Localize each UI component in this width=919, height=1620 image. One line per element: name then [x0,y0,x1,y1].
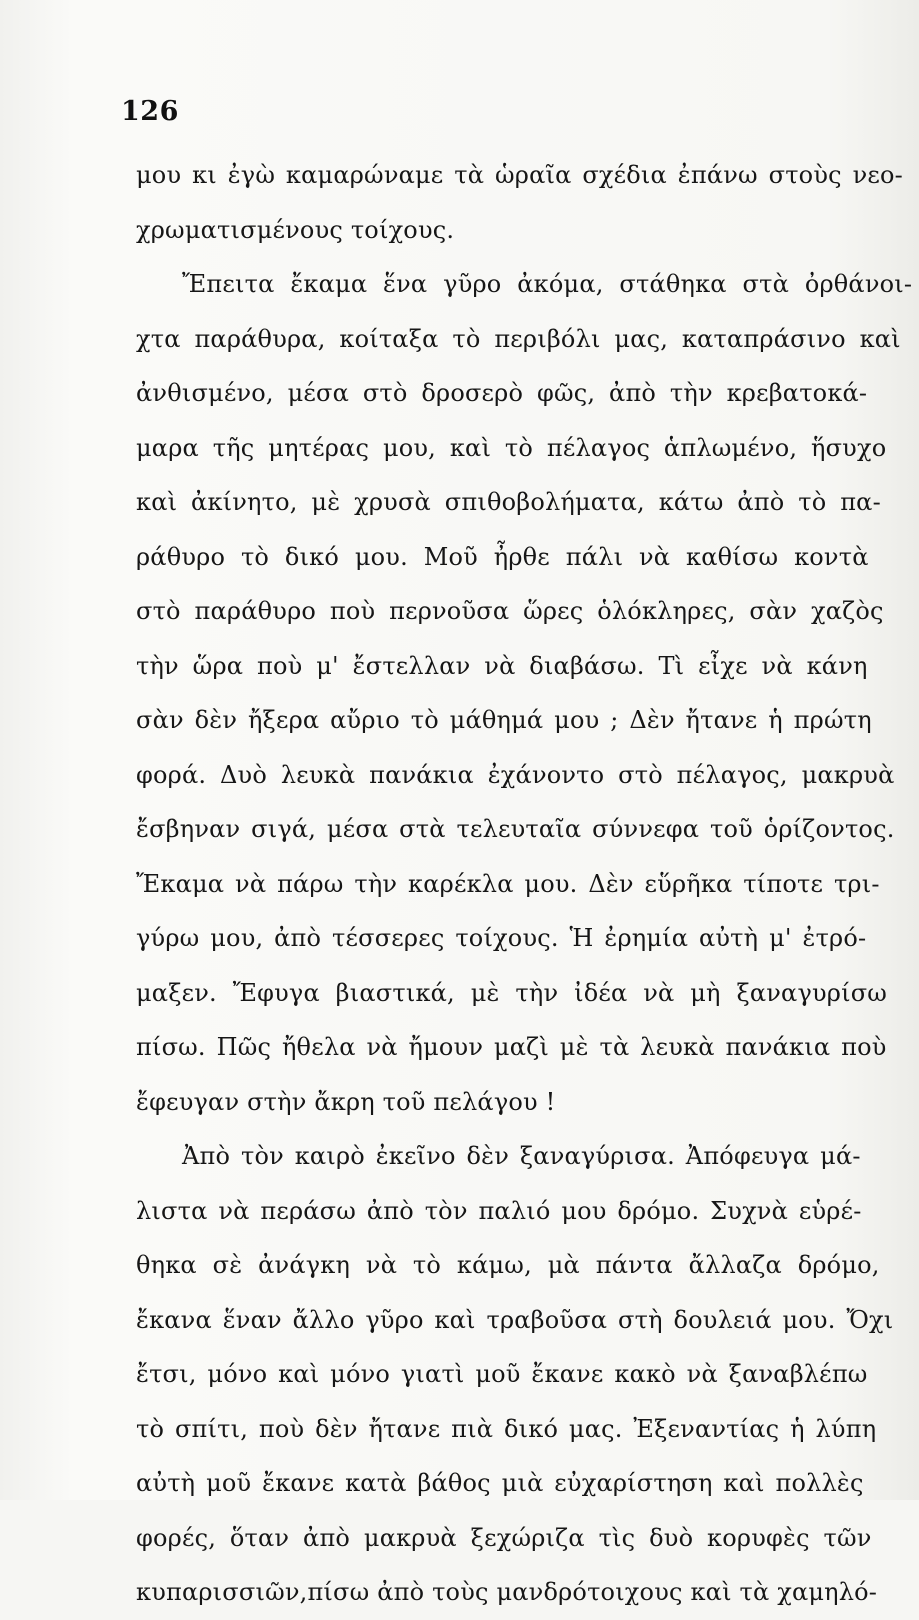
text-line: Ἔπειτα ἔκαμα ἕνα γῦρο ἀκόμα, στάθηκα στὰ ὀρθάνοι- [182,270,913,298]
text-line: τὴν ὥρα ποὺ μ' ἔστελλαν νὰ διαβάσω. Τὶ εἶχε νὰ κάνη [136,651,868,680]
text-line: μου κι ἐγὼ καμαρώναμε τὰ ὡραῖα σχέδια ἐπάνω στοὺς νεο- [136,161,903,189]
text-line: γύρω μου, ἀπὸ τέσσερες τοίχους. Ἡ ἐρημία αὐτὴ μ' ἐτρό- [136,924,867,952]
text-line: ἔκανα ἕναν ἄλλο γῦρο καὶ τραβοῦσα στὴ δουλειά μου. Ὄχι [136,1305,894,1334]
text-line: μαξεν. Ἔφυγα βιαστικά, μὲ τὴν ἰδέα νὰ μὴ ξαναγυρίσω [136,978,888,1007]
text-line: πίσω. Πῶς ἤθελα νὰ ἤμουν μαζὶ μὲ τὰ λευκὰ πανάκια ποὺ [136,1033,887,1061]
text-line: ράθυρο τὸ δικό μου. Μοῦ ἦρθε πάλι νὰ καθίσω κοντὰ [136,542,869,571]
text-line: φορά. Δυὸ λευκὰ πανάκια ἐχάνοντο στὸ πέλαγος, μακρυὰ [136,760,895,789]
text-line: θηκα σὲ ἀνάγκη νὰ τὸ κάμω, μὰ πάντα ἄλλαζα δρόμο, [136,1251,880,1279]
text-line: Ἔκαμα νὰ πάρω τὴν καρέκλα μου. Δὲν εὕρῆκα τίποτε τρι- [136,869,880,898]
text-line: λιστα νὰ περάσω ἀπὸ τὸν παλιό μου δρόμο. Συχνὰ εὑρέ- [136,1196,862,1225]
text-line: καὶ ἀκίνητο, μὲ χρυσὰ σπιθοβολήματα, κάτω ἀπὸ τὸ πα- [136,488,881,516]
text-line: αὐτὴ μοῦ ἔκανε κατὰ βάθος μιὰ εὐχαρίστηση καὶ πολλὲς [136,1469,864,1497]
body-text [136,148,911,1620]
text-line: ἔτσι, μόνο καὶ μόνο γιατὶ μοῦ ἔκανε κακὸ νὰ ξαναβλέπω [136,1360,868,1388]
page-number: 126 [121,96,179,127]
text-line: ἔσβηναν σιγά, μέσα στὰ τελευταῖα σύννεφα τοῦ ὁρίζοντος. [136,815,895,843]
text-line: ἀνθισμένο, μέσα στὸ δροσερὸ φῶς, ἀπὸ τὴν κρεβατοκά- [136,379,868,407]
text-line: χτα παράθυρα, κοίταξα τὸ περιβόλι μας, καταπράσινο καὶ [136,324,901,353]
text-line: στὸ παράθυρο ποὺ περνοῦσα ὥρες ὁλόκληρες, σὰν χαζὸς [136,597,884,625]
text-line: σὰν δὲν ἤξερα αὔριο τὸ μάθημά μου ; Δὲν ἤτανε ἡ πρώτη [136,706,872,734]
text-line: μαρα τῆς μητέρας μου, καὶ τὸ πέλαγος ἁπλωμένο, ἥσυχο [136,433,887,462]
text-line: φορές, ὅταν ἀπὸ μακρυὰ ξεχώριζα τὶς δυὸ κορυφὲς τῶν [136,1523,872,1552]
text-line: κυπαρισσιῶν,πίσω ἀπὸ τοὺς μανδρότοιχους καὶ τὰ χαμηλό- [136,1578,878,1606]
text-line: ἔφευγαν στὴν ἄκρη τοῦ πελάγου ! [136,1087,556,1116]
text-line: τὸ σπίτι, ποὺ δὲν ἤτανε πιὰ δικό μας. Ἐξεναντίας ἡ λύπη [136,1414,877,1443]
text-line: Ἀπὸ τὸν καιρὸ ἐκεῖνο δὲν ξαναγύρισα. Ἀπόφευγα μά- [182,1142,861,1170]
text-line: χρωματισμένους τοίχους. [136,215,455,244]
